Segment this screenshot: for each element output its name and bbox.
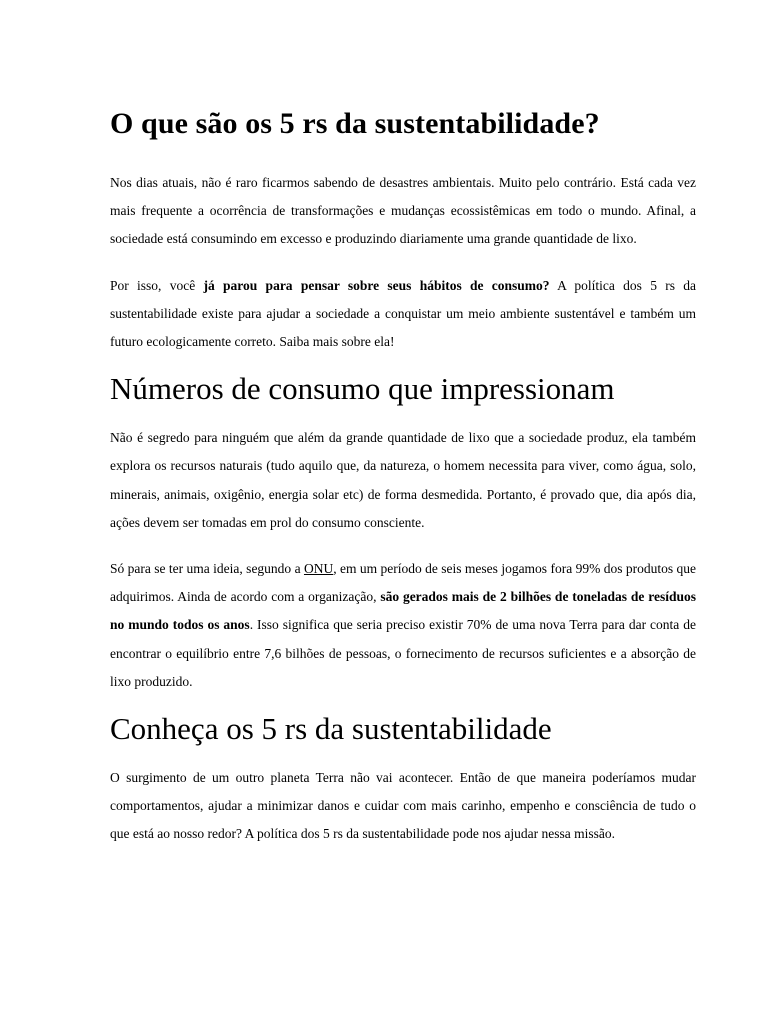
paragraph-text: Por isso, você [110,277,204,293]
paragraph-new-planet: O surgimento de um outro planeta Terra não vai acontecer. Então de que maneira poderíamos mudar comportamentos, ajudar a minimizar danos e cuidar com mais carinho, empenho e consciência de tudo o que está ao nosso redor? A política dos 5 rs da sustentabilidade pode nos ajudar nessa missão. [110,770,696,842]
paragraph-onu-data [110,555,696,696]
paragraph-intro: Nos dias atuais, não é raro ficarmos sabendo de desastres ambientais. Muito pelo contrário. Está cada vez mais frequente a ocorrência de transformações e mudanças ecossistêmicas em todo o mundo. Afinal, a sociedade está consumindo em excesso e produzindo diariamente uma grande quantidade de lixo. [110,175,696,247]
document-page [110,0,696,849]
paragraph-natural-resources: Não é segredo para ninguém que além da grande quantidade de lixo que a sociedade produz, ela também explora os recursos naturais (tudo aquilo que, da natureza, o homem necessita para viver, como água, solo, minerais, animais, oxigênio, energia solar etc) de forma desmedida. Portanto, é provado que, dia após dia, ações devem ser tomadas em prol do consumo consciente. [110,430,696,530]
bold-text: já parou para pensar sobre seus hábitos de consumo? [203,277,550,293]
bold-text: são gerados mais de 2 bilhões de toneladas de resíduos no mundo todos os anos [110,589,696,633]
paragraph-text: , em um período de seis meses jogamos fora 99% dos produtos que adquirimos. Ainda de acordo com a organização, [110,561,697,605]
paragraph-text: Só para se ter uma ideia, segundo a [110,561,304,577]
onu-link[interactable]: ONU [303,561,334,577]
section-heading-5rs: Conheça os 5 rs da sustentabilidade [110,711,552,747]
paragraph-text: A política dos 5 rs da sustentabilidade existe para ajudar a sociedade a conquistar um meio ambiente sustentável e também um futuro ecologicamente correto. Saiba mais sobre ela! [110,277,697,350]
paragraph-text: . Isso significa que seria preciso existir 70% de uma nova Terra para dar conta de encontrar o equilíbrio entre 7,6 bilhões de pessoas, o fornecimento de recursos suficientes e a absorção de lixo produzido. [110,617,696,689]
paragraph-consumption-question [110,272,696,357]
section-heading-numbers: Números de consumo que impressionam [110,371,615,407]
page-title: O que são os 5 rs da sustentabilidade? [110,107,600,140]
